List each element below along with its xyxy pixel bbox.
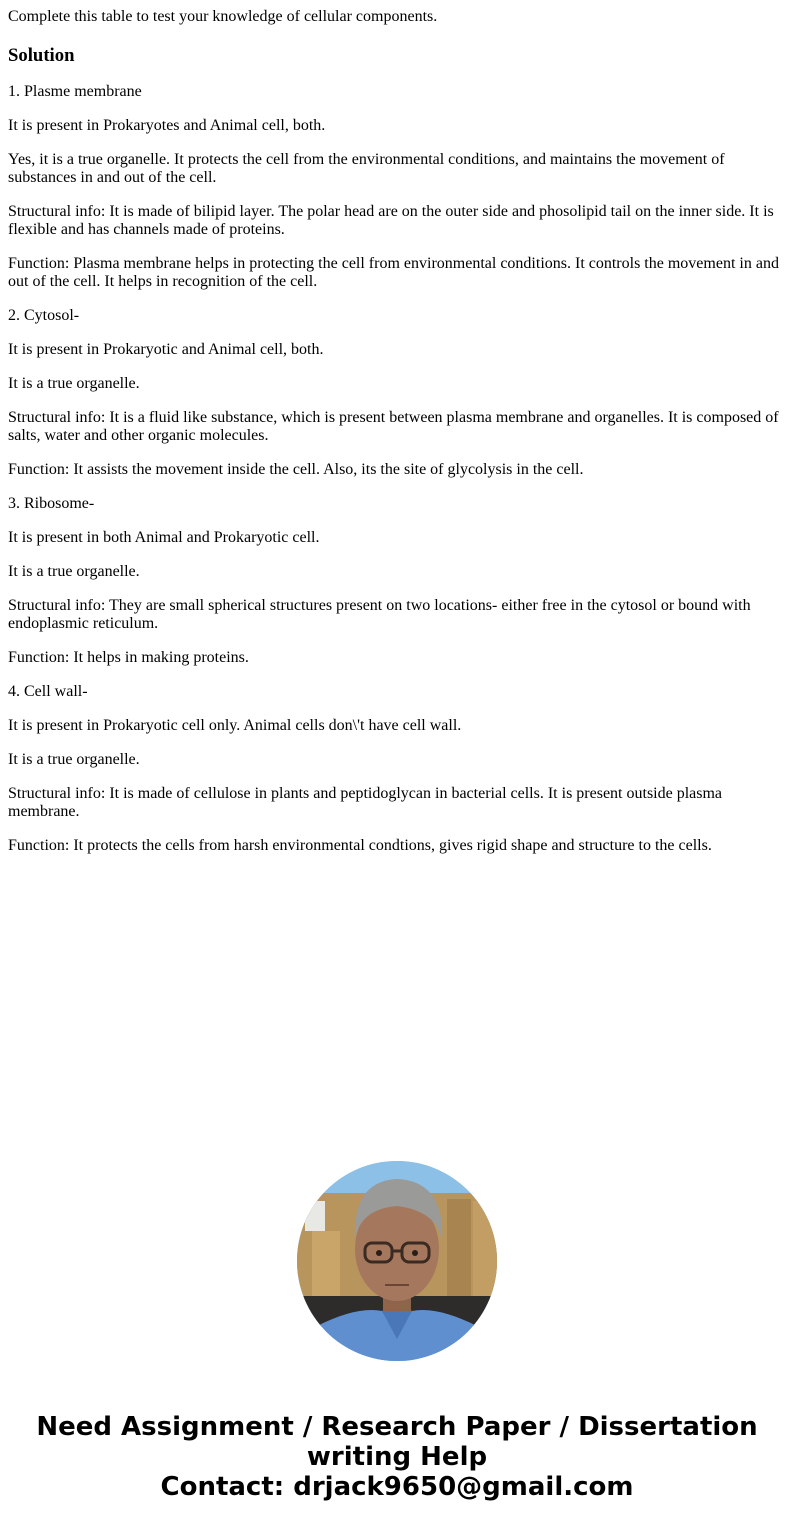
section-function: Function: It helps in making proteins. — [8, 649, 249, 666]
section-cytosol — [8, 307, 786, 479]
section-title: 1. Plasme membrane — [8, 83, 142, 100]
section-presence: It is present in Prokaryotes and Animal cell, both. — [8, 117, 326, 134]
section-title: 2. Cytosol- — [8, 307, 80, 324]
section-presence: It is present in Prokaryotic cell only. Animal cells don\'t have cell wall. — [8, 717, 462, 734]
section-presence: It is present in both Animal and Prokaryotic cell. — [8, 529, 320, 546]
promo-contact-email: Contact: drjack9650@gmail.com — [160, 1472, 634, 1502]
section-structural-info: Structural info: It is made of cellulose in plants and peptidoglycan in bacterial cells. It is present outside plasma membrane. — [8, 785, 723, 820]
solution-heading: Solution — [8, 45, 75, 66]
section-cell-wall — [8, 683, 786, 855]
person-photo-icon — [297, 1161, 497, 1361]
section-function: Function: It assists the movement inside the cell. Also, its the site of glycolysis in the cell. — [8, 461, 584, 478]
section-title: 3. Ribosome- — [8, 495, 95, 512]
section-organelle: It is a true organelle. — [8, 751, 140, 768]
section-function: Function: It protects the cells from harsh environmental condtions, gives rigid shape and structure to the cells. — [8, 837, 712, 854]
section-plasma-membrane — [8, 83, 786, 291]
section-organelle: Yes, it is a true organelle. It protects the cell from the environmental conditions, and maintains the movement of substances in and out of the cell. — [8, 151, 725, 186]
promo-line-1: Need Assignment / Research Paper / Dissertation — [36, 1412, 758, 1442]
section-structural-info: Structural info: It is a fluid like substance, which is present between plasma membrane and organelles. It is composed of salts, water and other organic molecules. — [8, 409, 779, 444]
document-body — [0, 8, 794, 855]
section-structural-info: Structural info: They are small spherical structures present on two locations- either free in the cytosol or bound with endoplasmic reticulum. — [8, 597, 751, 632]
section-structural-info: Structural info: It is made of bilipid layer. The polar head are on the outer side and phosolipid tail on the inner side. It is flexible and has channels made of proteins. — [8, 203, 774, 238]
section-function: Function: Plasma membrane helps in protecting the cell from environmental conditions. It controls the movement in and out of the cell. It helps in recognition of the cell. — [8, 255, 779, 290]
section-ribosome — [8, 495, 786, 667]
section-organelle: It is a true organelle. — [8, 563, 140, 580]
section-organelle: It is a true organelle. — [8, 375, 140, 392]
section-presence: It is present in Prokaryotic and Animal cell, both. — [8, 341, 324, 358]
promo-line-2: writing Help — [306, 1442, 488, 1472]
promo-banner — [0, 1412, 794, 1502]
question-text: Complete this table to test your knowledge of cellular components. — [8, 8, 438, 25]
section-title: 4. Cell wall- — [8, 683, 88, 700]
author-avatar — [297, 1161, 497, 1361]
